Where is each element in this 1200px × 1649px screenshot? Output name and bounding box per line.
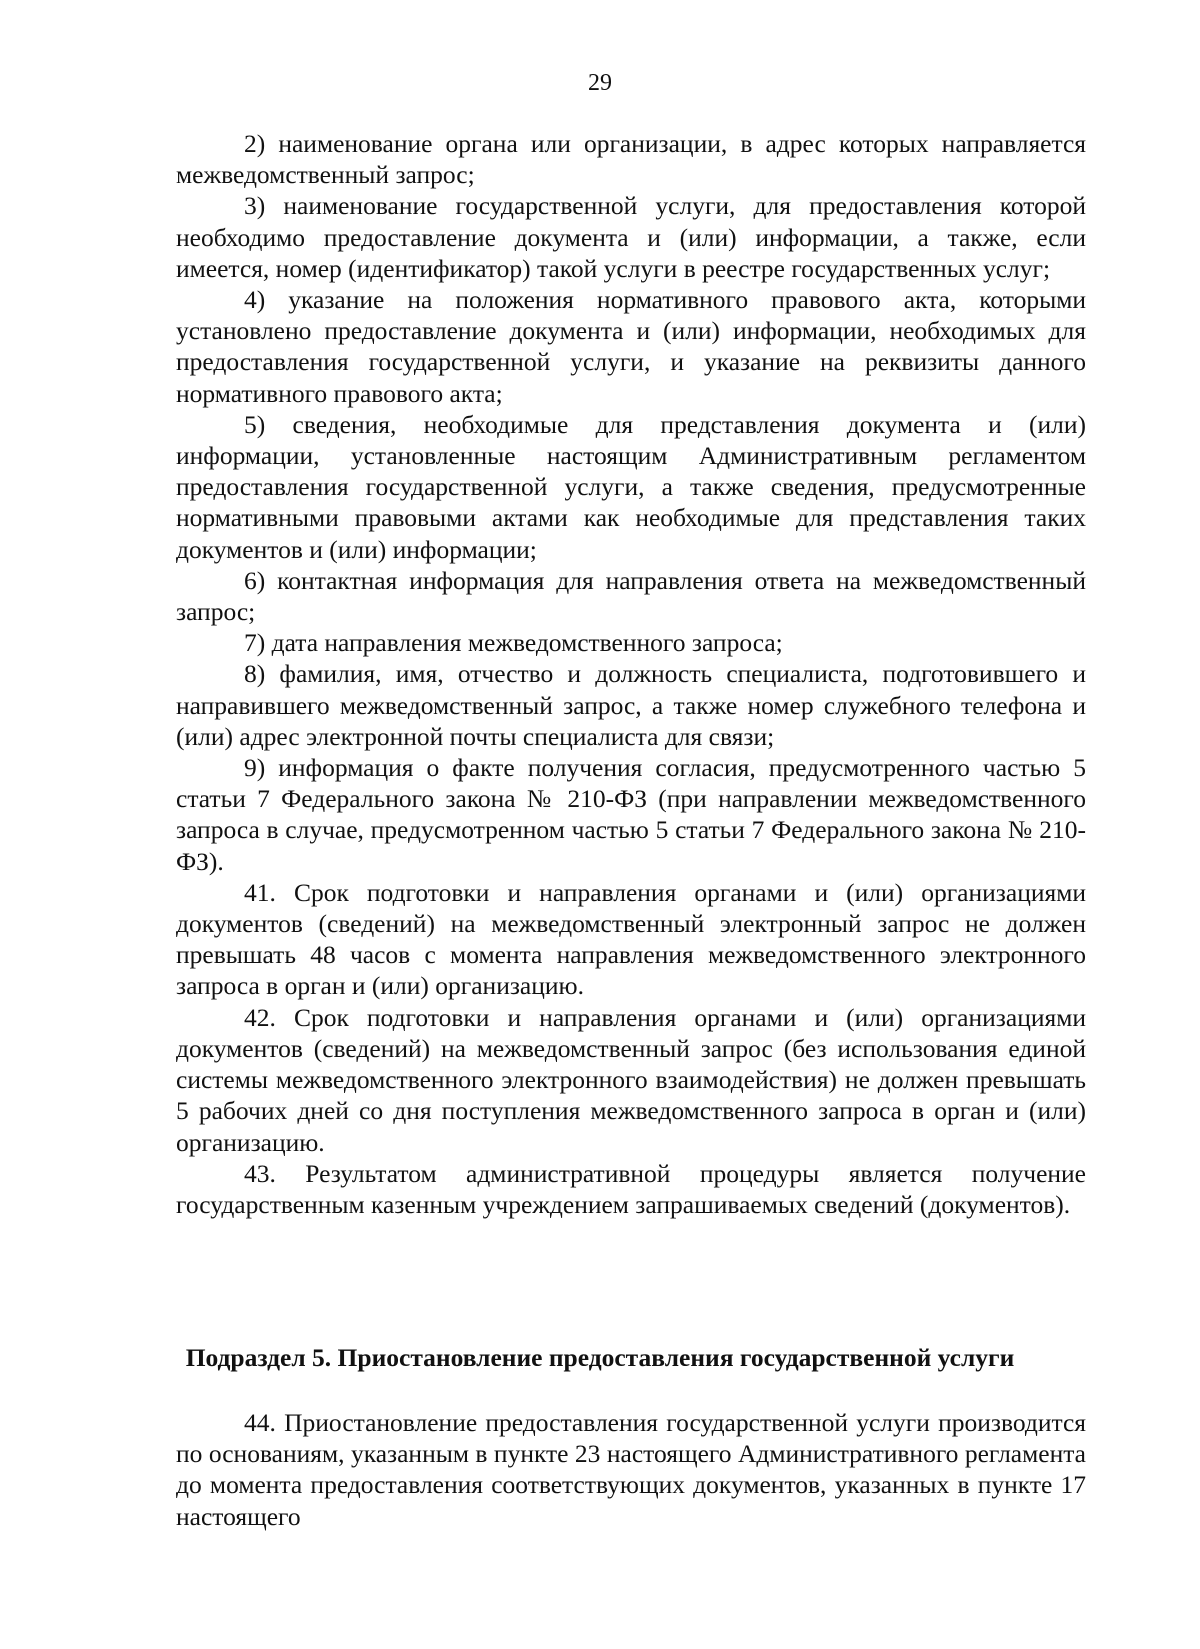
subsection-heading: Подраздел 5. Приостановление предоставления государственной услуги <box>185 1343 1015 1372</box>
clause-41: 41. Срок подготовки и направления органами и (или) организациями документов (сведений) на межведомственный электронный запрос не должен превышать 48 часов с момента направления межведомственного электронного запроса в орган и (или) организацию. <box>176 877 1086 1001</box>
page-number: 29 <box>588 70 612 96</box>
list-item-5: 5) сведения, необходимые для представления документа и (или) информации, установленные настоящим Административным регламентом предоставления государственной услуги, а также сведения, предусмотренные нормативными правовыми актами как необходимые для представления таких документов и (или) информации; <box>176 409 1086 564</box>
document-body <box>176 128 1086 1220</box>
list-item-3: 3) наименование государственной услуги, для предоставления которой необходимо предоставление документа и (или) информации, а также, если имеется, номер (идентификатор) такой услуги в реестре государственных услуг; <box>176 191 1086 283</box>
list-item-2: 2) наименование органа или организации, в адрес которых направляется межведомственный запрос; <box>176 129 1086 190</box>
document-body-continued <box>176 1407 1086 1532</box>
clause-44: 44. Приостановление предоставления государственной услуги производится по основаниям, указанным в пункте 23 настоящего Административного регламента до момента предоставления соответствующих документов, указанных в пункте 17 настоящего <box>176 1408 1086 1531</box>
list-item-9: 9) информация о факте получения согласия, предусмотренного частью 5 статьи 7 Федерального закона № 210-ФЗ (при направлении межведомственного запроса в случае, предусмотренном частью 5 статьи 7 Федерального закона № 210-ФЗ). <box>176 753 1086 876</box>
list-item-7: 7) дата направления межведомственного запроса; <box>244 628 783 658</box>
list-item-4: 4) указание на положения нормативного правового акта, которыми установлено предоставление документа и (или) информации, необходимых для предоставления государственной услуги, и указание на реквизиты данного нормативного правового акта; <box>176 285 1086 408</box>
list-item-6: 6) контактная информация для направления ответа на межведомственный запрос; <box>176 565 1086 627</box>
list-item-8: 8) фамилия, имя, отчество и должность специалиста, подготовившего и направившего межведомственный запрос, а также номер служебного телефона и (или) адрес электронной почты специалиста для связи; <box>176 659 1086 751</box>
clause-43: 43. Результатом административной процедуры является получение государственным казенным учреждением запрашиваемых сведений (документов). <box>176 1158 1086 1219</box>
clause-42: 42. Срок подготовки и направления органами и (или) организациями документов (сведений) на межведомственный запрос (без использования единой системы межведомственного электронного взаимодействия) не должен превышать 5 рабочих дней со дня поступления межведомственного запроса в орган и (или) организацию. <box>176 1002 1086 1157</box>
